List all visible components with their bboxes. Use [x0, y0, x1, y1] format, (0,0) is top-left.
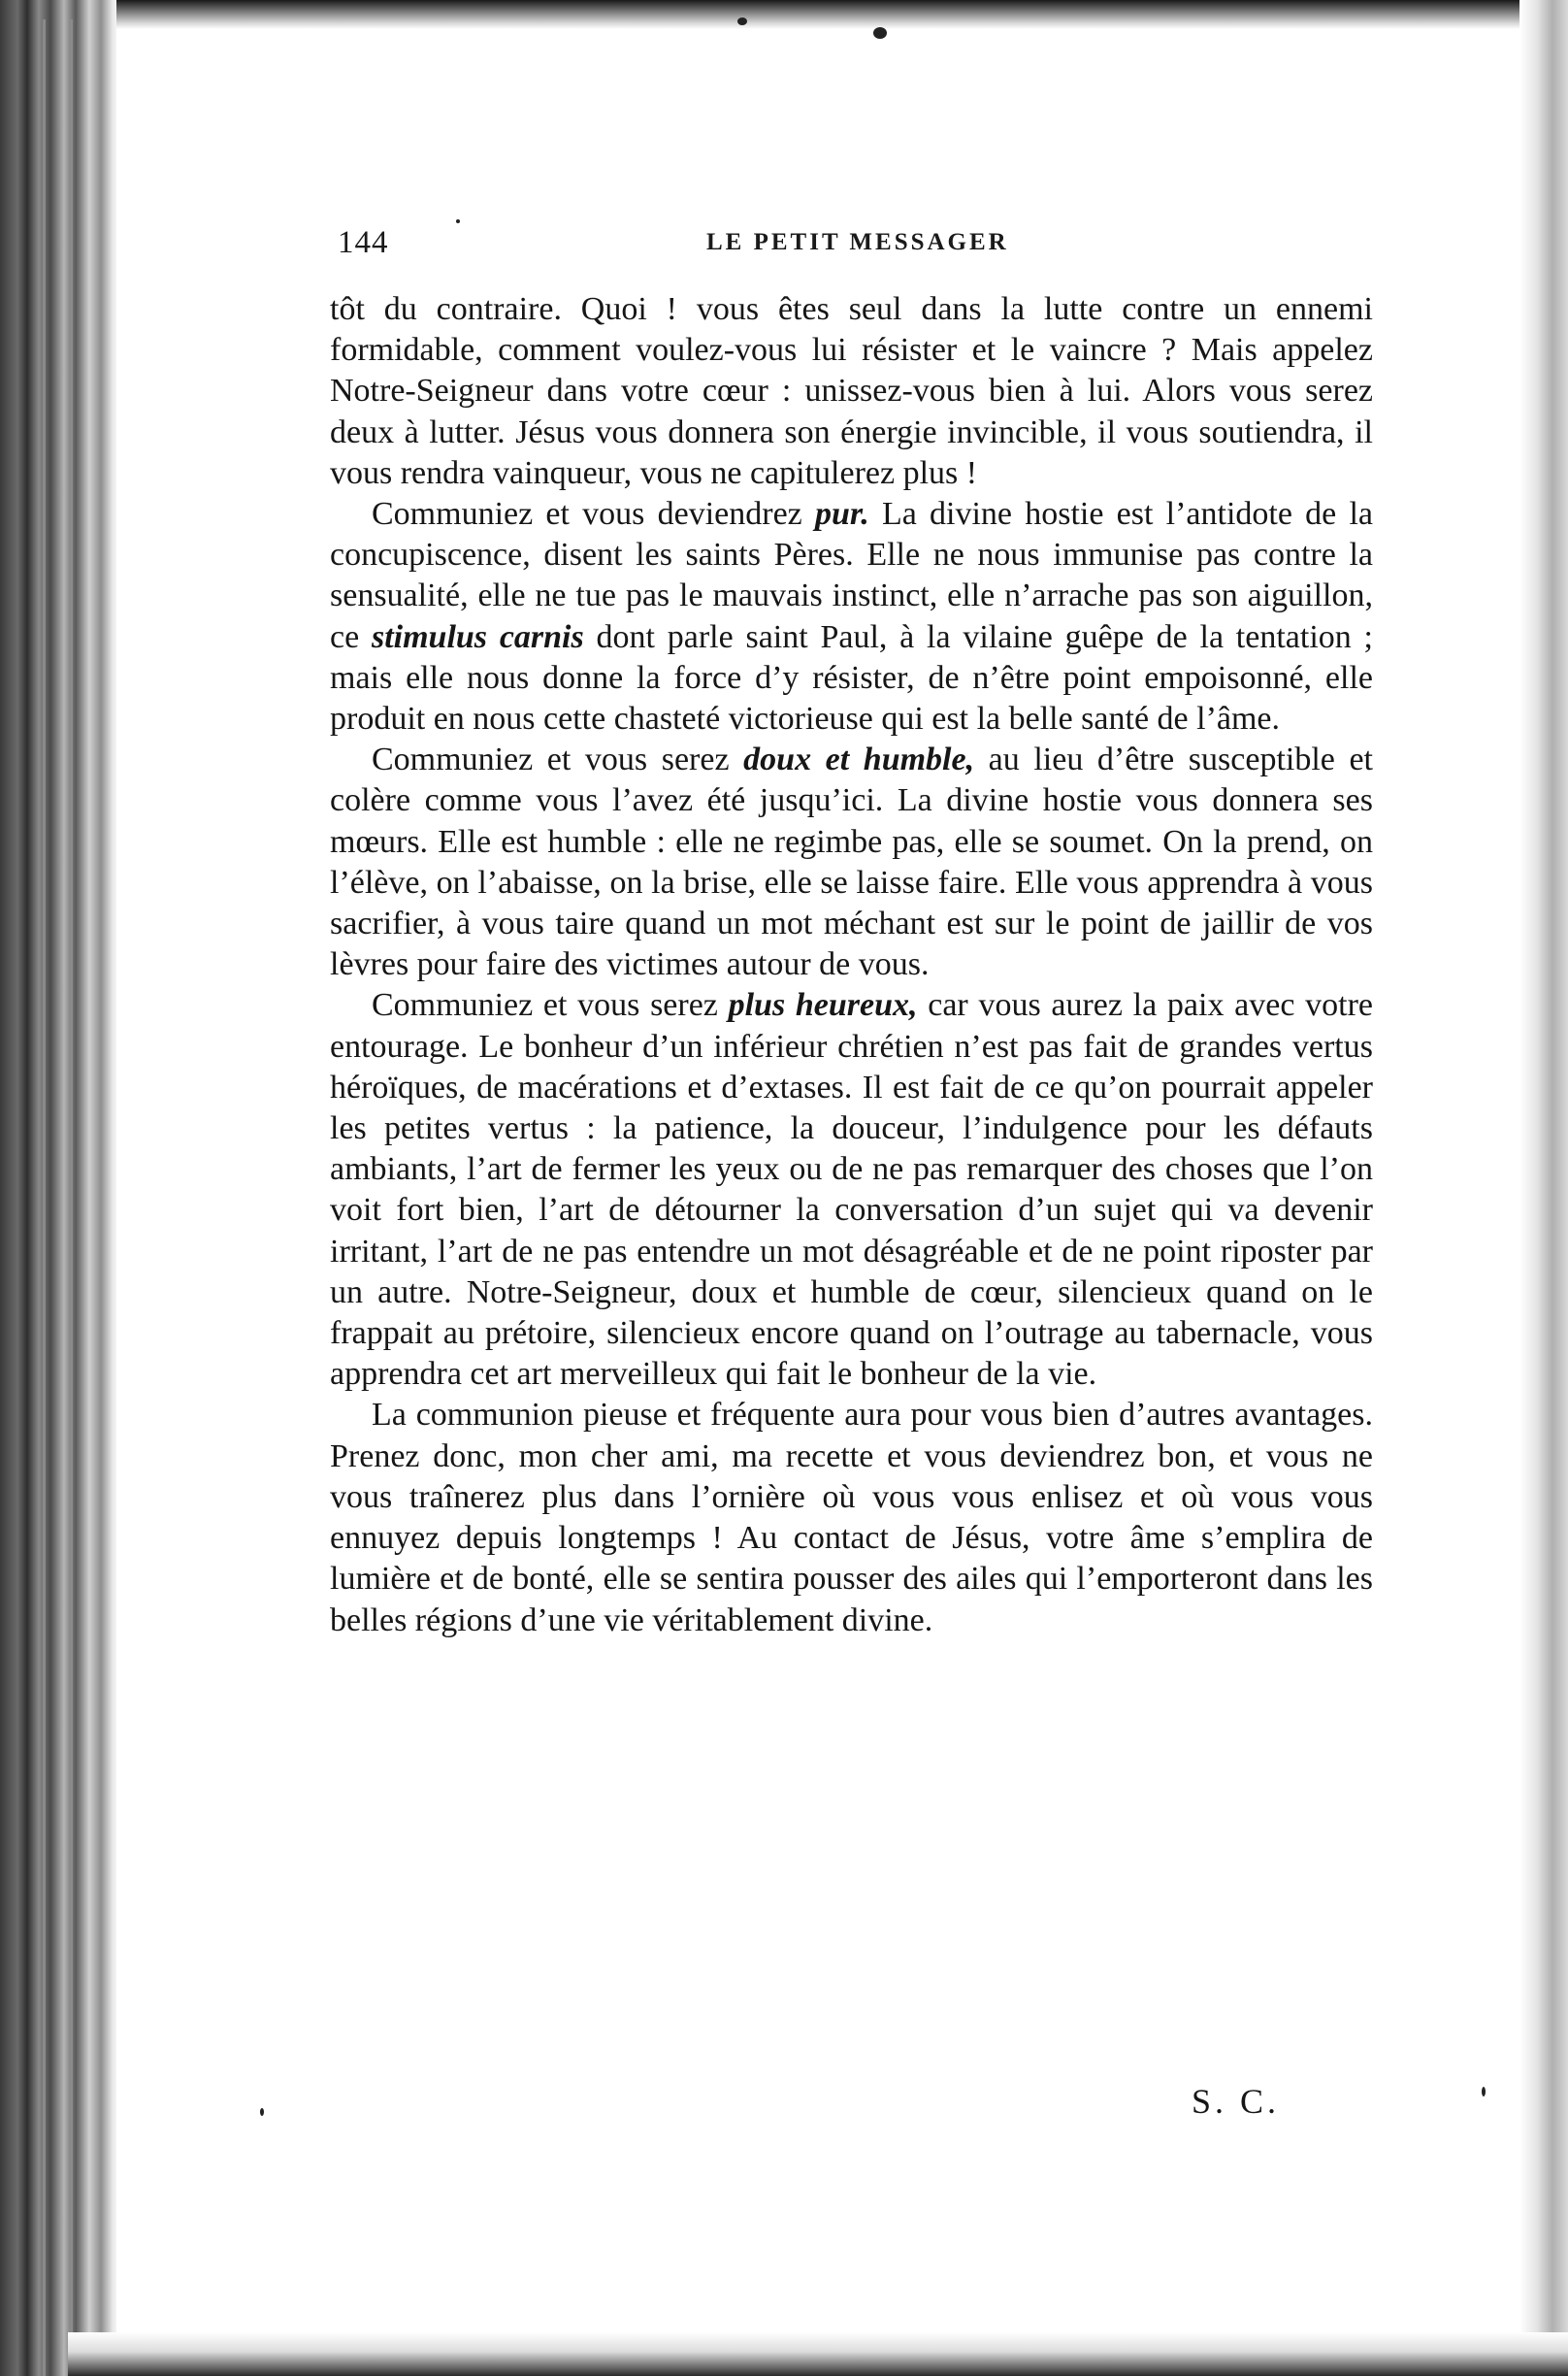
text-run: La communion pieuse et fréquente aura pour vous bien d’autres avantages. Prenez donc, mon cher ami, ma recette et vous deviendrez bon, et vous ne vous traînerez plus dans l’ornière où vous vous enlisez et où vous vous ennuyez depuis longtemps ! Au contact de Jésus, votre âme s’emplira de lumière et de bonté, elle se sentira pousser des ailes qui l’emporteront dans les belles régions d’une vie véritablement divine. [330, 1397, 1373, 1638]
bottom-scan-shadow [68, 2332, 1568, 2376]
text-run: au lieu d’être susceptible et colère comme vous l’avez été jusqu’ici. La divine hostie vous donnera ses mœurs. Elle est humble : elle ne regimbe pas, elle se soumet. On la prend, on l’élève, on l’abaisse, on la brise, elle se laisse faire. Elle vous apprendra à vous sacrifier, à vous taire quand un mot méchant est sur le point de jaillir de vos lèvres pour faire des victimes autour de vous. [330, 742, 1373, 983]
paragraph [330, 1395, 1373, 1640]
italic-phrase: pur. [814, 496, 869, 533]
page-edge-line [43, 19, 46, 2376]
author-signature: S. C. [1192, 2082, 1281, 2121]
scan-speck [737, 17, 747, 25]
running-head [338, 225, 1371, 268]
scan-speck [456, 219, 460, 223]
text-run: Communiez et vous serez [372, 742, 744, 778]
italic-phrase: doux et humble, [743, 742, 975, 778]
text-run: tôt du contraire. Quoi ! vous êtes seul dans la lutte contre un ennemi formidable, comment voulez-vous lui résister et le vaincre ? Mais appelez Notre-Seigneur dans votre cœur : unissez-vous bien à lui. Alors vous serez deux à lutter. Jésus vous donnera son énergie invincible, il vous soutiendra, il vous rendra vainqueur, vous ne capitulerez plus ! [330, 291, 1373, 491]
top-scan-shadow [116, 0, 1568, 29]
italic-phrase: plus heureux, [728, 987, 918, 1024]
scan-speck [873, 27, 887, 39]
text-run: Communiez et vous deviendrez [372, 496, 815, 533]
scan-speck [1482, 2087, 1486, 2096]
paragraph [330, 985, 1373, 1395]
paragraph [330, 740, 1373, 985]
scan-speck [260, 2108, 264, 2116]
page-number: 144 [338, 225, 389, 260]
italic-phrase: stimulus carnis [371, 618, 584, 655]
paragraph [330, 289, 1373, 494]
right-scan-shadow [1519, 0, 1568, 2376]
article-body [330, 289, 1373, 1641]
text-run: Communiez et vous serez [372, 987, 729, 1024]
paragraph [330, 494, 1373, 740]
page-edge-line [70, 19, 73, 2376]
book-binding-edge [0, 0, 116, 2376]
text-run: La divine hostie est l’antidote de la concupiscence, disent les saints Pères. Elle ne nous immunise pas contre la sensualité, elle ne tue pas le mauvais instinct, elle n’arrache pas son aiguillon, ce [330, 496, 1373, 655]
text-run: car vous aurez la paix avec votre entourage. Le bonheur d’un inférieur chrétien n’est pas fait de grandes vertus héroïques, de macérations et d’extases. Il est fait de ce qu’on pourrait appeler les petites vertus : la patience, la douceur, l’indulgence pour les défauts ambiants, l’art de fermer les yeux ou de ne pas remarquer des choses que l’on voit fort bien, l’art de détourner la conversation d’un sujet qui va devenir irritant, l’art de ne pas entendre un mot désagréable et de ne point riposter par un autre. Notre-Seigneur, doux et humble de cœur, silencieux quand on le frappait au prétoire, silencieux encore quand on l’outrage au tabernacle, vous apprendra cet art merveilleux qui fait le bonheur de la vie. [330, 987, 1373, 1393]
running-title: LE PETIT MESSAGER [706, 229, 1009, 255]
text-run: dont parle saint Paul, à la vilaine guêpe de la tentation ; mais elle nous donne la force d’y résister, de n’être point empoisonné, elle produit en nous cette chasteté victorieuse qui est la belle santé de l’âme. [330, 618, 1373, 738]
